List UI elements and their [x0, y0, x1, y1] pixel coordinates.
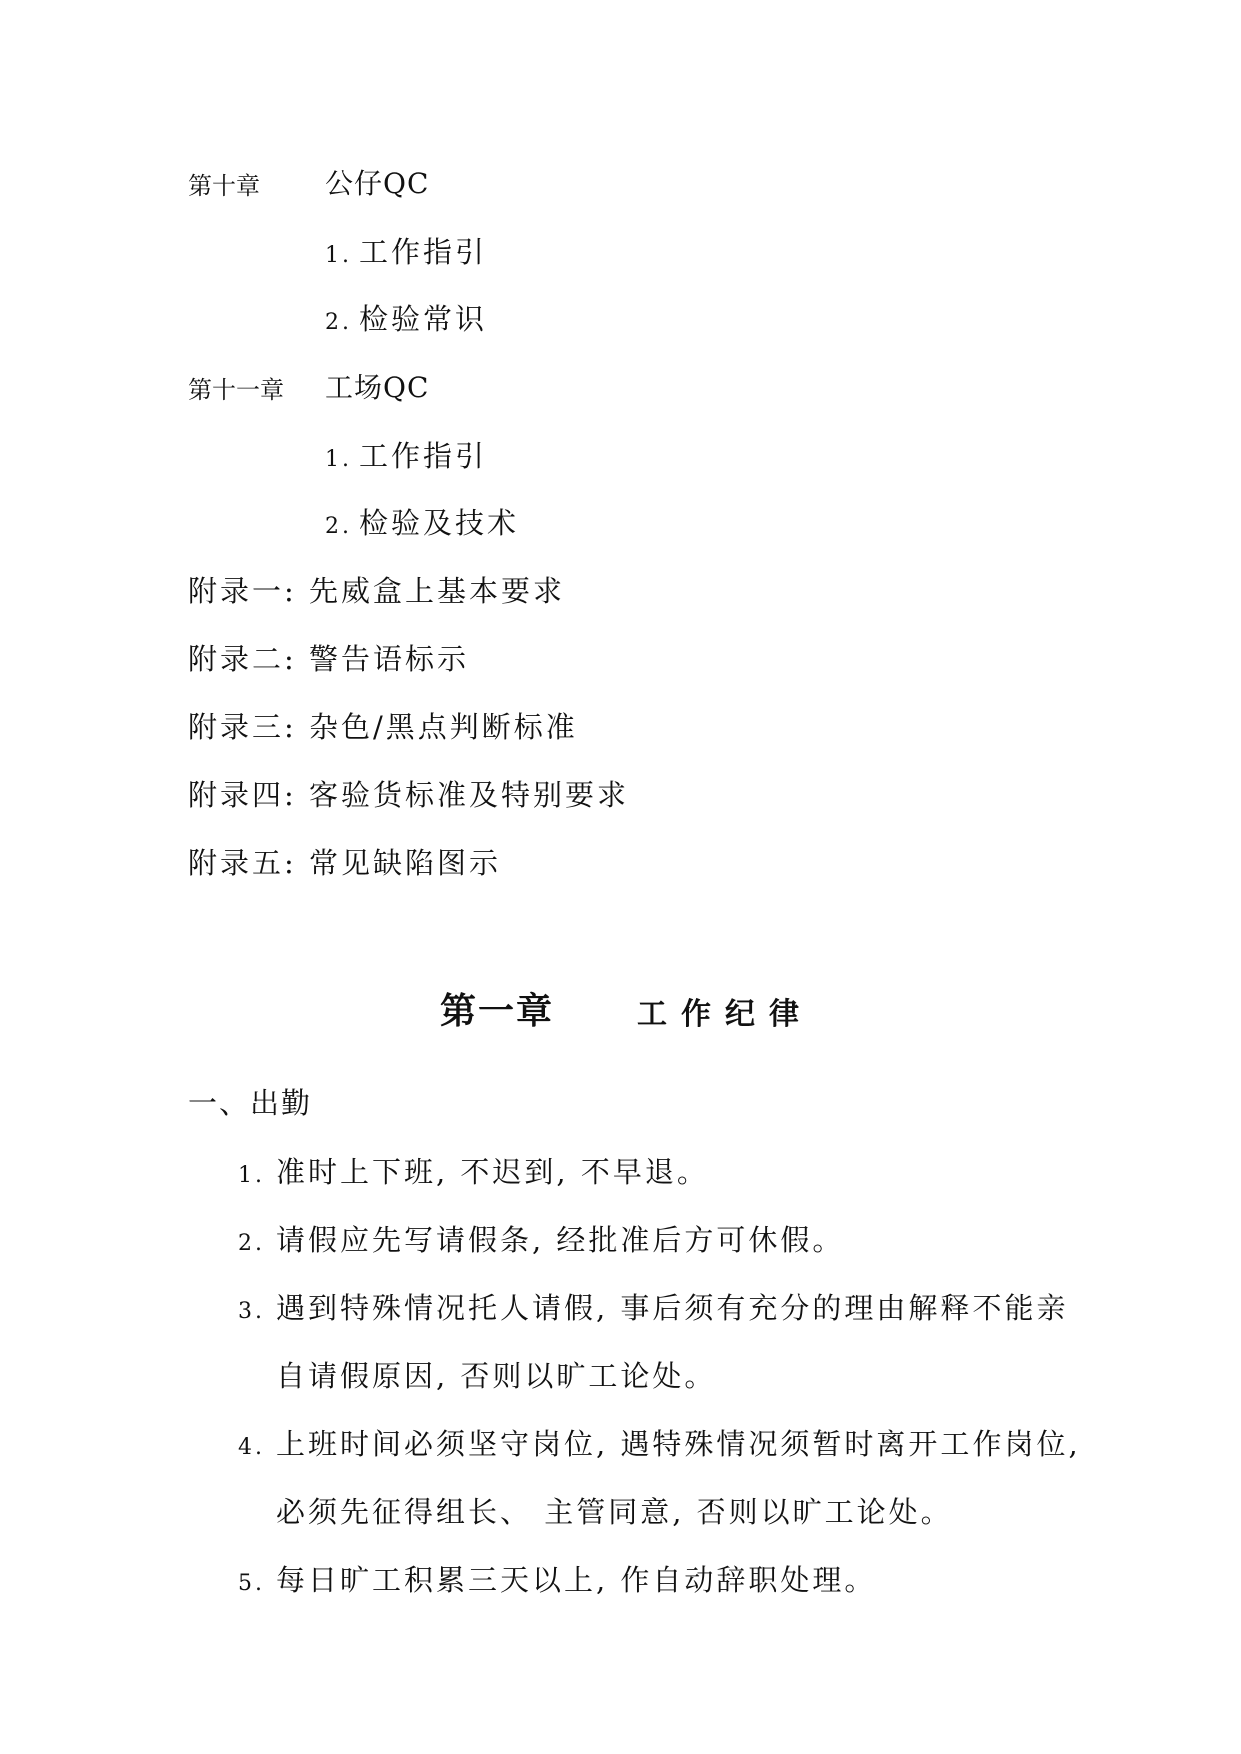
item-number: 1.: [238, 1163, 265, 1188]
toc-chapter-11-item-1: [325, 439, 488, 473]
list-item: [238, 1563, 877, 1597]
item-text: 工作指引: [359, 235, 488, 269]
item-number: 1.: [325, 447, 352, 472]
toc-appendix-1: 附录一: 先威盒上基本要求: [188, 574, 565, 608]
toc-chapter-10-title: 公仔QC: [325, 167, 430, 200]
item-number: 4.: [238, 1435, 265, 1460]
item-number: 5.: [238, 1571, 265, 1596]
list-item: [238, 1427, 1081, 1461]
toc-chapter-11-item-2: [325, 506, 520, 540]
toc-appendix-5: 附录五: 常见缺陷图示: [188, 846, 501, 880]
toc-chapter-11-title: 工场QC: [325, 371, 430, 404]
item-number: 2.: [325, 310, 352, 335]
toc-chapter-11-label: 第十一章: [188, 376, 284, 404]
list-item: [238, 1155, 709, 1189]
item-number: 1.: [325, 243, 352, 268]
item-number: 2.: [238, 1231, 265, 1256]
list-item: [238, 1291, 1069, 1325]
list-item-continuation: 自请假原因, 否则以旷工论处。: [276, 1359, 717, 1393]
list-item: [238, 1223, 845, 1257]
toc-appendix-3: 附录三: 杂色/黑点判断标准: [188, 710, 578, 744]
chapter-heading: [0, 983, 1241, 1032]
chapter-label: 第一章: [440, 990, 555, 1032]
item-text: 请假应先写请假条, 经批准后方可休假。: [276, 1223, 845, 1257]
toc-appendix-2: 附录二: 警告语标示: [188, 642, 469, 676]
list-item-continuation: 必须先征得组长、 主管同意, 否则以旷工论处。: [276, 1495, 953, 1529]
toc-chapter-10-item-2: [325, 302, 488, 336]
section-heading: 一、出勤: [188, 1086, 313, 1120]
item-number: 3.: [238, 1299, 265, 1324]
item-text: 上班时间必须坚守岗位, 遇特殊情况须暂时离开工作岗位,: [276, 1427, 1081, 1461]
item-text: 每日旷工积累三天以上, 作自动辞职处理。: [276, 1563, 877, 1597]
item-text: 检验常识: [359, 302, 488, 336]
item-text: 工作指引: [359, 439, 488, 473]
toc-chapter-10-label: 第十章: [188, 172, 260, 200]
toc-chapter-10-item-1: [325, 235, 488, 269]
toc-appendix-4: 附录四: 客验货标准及特别要求: [188, 778, 629, 812]
item-text: 遇到特殊情况托人请假, 事后须有充分的理由解释不能亲: [276, 1291, 1069, 1325]
chapter-title: 工作纪律: [637, 997, 813, 1032]
item-text: 检验及技术: [359, 506, 520, 540]
item-number: 2.: [325, 514, 352, 539]
item-text: 准时上下班, 不迟到, 不早退。: [276, 1155, 709, 1189]
